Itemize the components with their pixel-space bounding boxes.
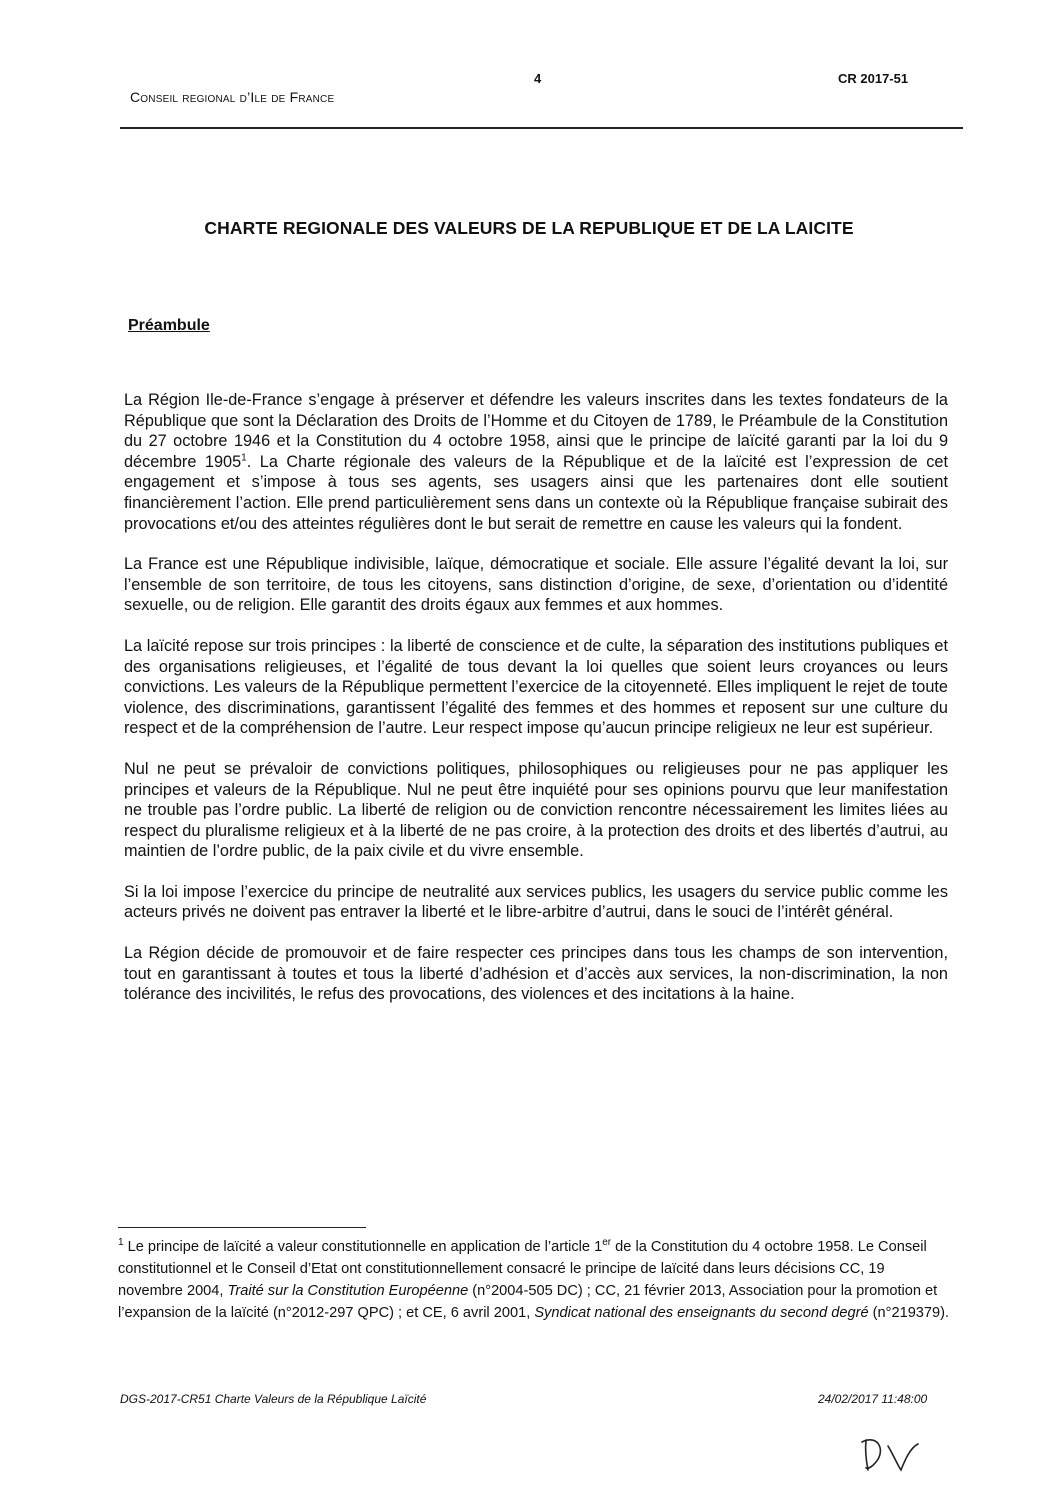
footnote-italic-title: Traité sur la Constitution Européenne <box>227 1283 469 1299</box>
footnote-text: (n°2004-505 DC) ; CC, 21 février 2013, Association pour la promotion et l’expansion de la laïcité (n°2012-297 QPC) ; et CE, 6 avril 2001, <box>118 1283 938 1321</box>
footnote-text: de la Constitution du 4 octobre 1958. Le Conseil constitutionnel et le Conseil d’Etat ont constitutionnellement consacré le principe de laïcité dans leurs décisions CC, 19 novembre 2004, <box>118 1239 927 1299</box>
footer-document-label: DGS-2017-CR51 Charte Valeurs de la République Laïcité <box>120 1392 427 1406</box>
footnote-italic-title: Syndicat national des enseignants du second degré <box>534 1305 869 1321</box>
section-heading-preambule: Préambule <box>128 317 210 334</box>
footnote-divider <box>118 1227 366 1228</box>
organization-name: Conseil regional d’Ile de France <box>130 89 335 105</box>
paragraph-5: Si la loi impose l’exercice du principe de neutralité aux services publics, les usagers du service public comme les acteurs privés ne doivent pas entraver la liberté et le libre-arbitre d’autrui, dans le souci de l’intérêt général. <box>124 882 948 922</box>
header-divider <box>120 127 963 129</box>
paragraph-4: Nul ne peut se prévaloir de convictions politiques, philosophiques ou religieuses pour ne pas appliquer les principes et valeurs de la République. Nul ne peut être inquiété pour ses opinions pourvu que leur manifestation ne trouble pas l’ordre public. La liberté de religion ou de conviction rencontre nécessairement les limites liées au respect du pluralisme religieux et à la liberté de ne pas croire, à la protection des droits et des libertés d’autrui, au maintien de l’ordre public, de la paix civile et du vivre ensemble. <box>124 759 948 861</box>
paragraph-1-text: La Région Ile-de-France s’engage à préserver et défendre les valeurs inscrites dans les textes fondateurs de la République que sont la Déclaration des Droits de l’Homme et du Citoyen de 1789, le Préambule de la Constitution du 27 octobre 1946 et la Constitution du 4 octobre 1958, ainsi que le principe de laïcité garanti par la loi du 9 décembre 1905 <box>124 391 948 471</box>
footnote-reference: 1 <box>241 452 247 464</box>
paragraph-2: La France est une République indivisible, laïque, démocratique et sociale. Elle assure l’égalité devant la loi, sur l’ensemble de son territoire, de tous les citoyens, sans distinction d’origine, de sexe, d’orientation ou d’identité sexuelle, ou de religion. Elle garantit des droits égaux aux femmes et aux hommes. <box>124 555 948 615</box>
document-reference: CR 2017-51 <box>838 71 909 86</box>
handwritten-initials-icon <box>852 1432 932 1478</box>
footer-timestamp: 24/02/2017 11:48:00 <box>818 1392 928 1406</box>
page-number: 4 <box>534 71 542 86</box>
paragraph-3: La laïcité repose sur trois principes : la liberté de conscience et de culte, la séparation des institutions publiques et des organisations religieuses, et l’égalité de tous devant la loi quelles que soient leurs croyances ou leurs convictions. Les valeurs de la République permettent l’exercice de la citoyenneté. Elles impliquent le rejet de toute violence, des discriminations, garantissent l’égalité des femmes et des hommes et reposent sur une culture du respect et de la compréhension de l’autre. Leur respect impose qu’aucun principe religieux ne leur est supérieur. <box>124 636 948 738</box>
footnote-marker: 1 <box>118 1237 124 1249</box>
footnote <box>118 1236 950 1324</box>
footnote-text: Le principe de laïcité a valeur constitutionnelle en application de l’article 1 <box>123 1239 603 1255</box>
body-text <box>124 390 948 1025</box>
footnote-text: (n°219379). <box>868 1305 950 1321</box>
footnote-superscript: er <box>602 1237 612 1249</box>
paragraph-6: La Région décide de promouvoir et de faire respecter ces principes dans tous les champs de son intervention, tout en garantissant à toutes et tous la liberté d’adhésion et d’accès aux services, la non-discrimination, la non tolérance des incivilités, le refus des provocations, des violences et des incitations à la haine. <box>124 944 948 1004</box>
paragraph-1 <box>124 390 948 534</box>
paragraph-1-text-continued: . La Charte régionale des valeurs de la République et de la laïcité est l’expression de cet engagement et s’impose à tous ses agents, ses usagers ainsi que les partenaires dont elle soutient financièrement l’action. Elle prend particulièrement sens dans un contexte où la République française subirait des provocations et/ou des atteintes régulières dont le but serait de remettre en cause les valeurs qui la fondent. <box>124 452 948 533</box>
document-title: CHARTE REGIONALE DES VALEURS DE LA REPUBLIQUE ET DE LA LAICITE <box>204 218 854 238</box>
